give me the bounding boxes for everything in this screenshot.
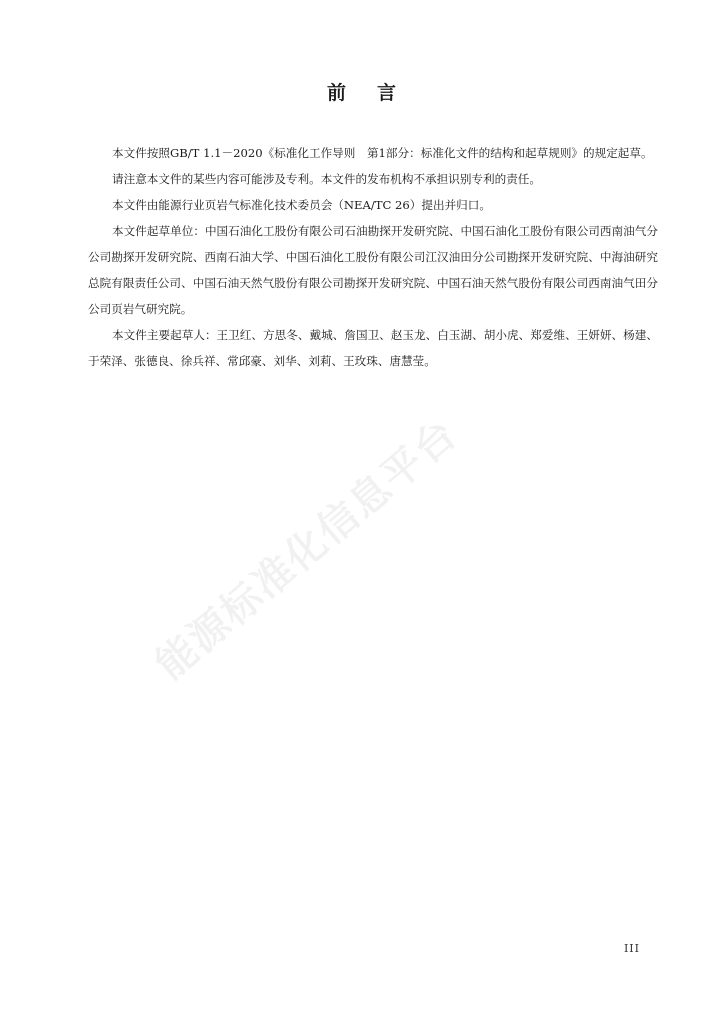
paragraph-drafters: 本文件主要起草人：王卫红、方思冬、戴城、詹国卫、赵玉龙、白玉湖、胡小虎、郑爱维、王妍妍、杨建、于荣泽、张德良、徐兵祥、常邱豪、刘华、刘莉、王玫珠、唐慧莹。 <box>88 328 658 368</box>
paragraph-patent-notice: 请注意本文件的某些内容可能涉及专利。本文件的发布机构不承担识别专利的责任。 <box>112 172 541 186</box>
title-char-2: 言 <box>377 82 398 104</box>
page-number: III <box>623 942 640 955</box>
paragraph-proposer: 本文件由能源行业页岩气标准化技术委员会（NEA/TC 26）提出并归口。 <box>112 198 491 212</box>
paragraph-drafting-rules: 本文件按照GB/T 1.1－2020《标准化工作导则 第1部分：标准化文件的结构和起草规则》的规定起草。 <box>112 146 653 160</box>
page-title <box>0 78 724 105</box>
foreword-body <box>88 140 658 374</box>
watermark: 能源标准化信息平台 <box>147 410 467 689</box>
title-char-1: 前 <box>326 82 347 104</box>
paragraph-drafting-units: 本文件起草单位：中国石油化工股份有限公司石油勘探开发研究院、中国石油化工股份有限公司西南油气分公司勘探开发研究院、西南石油大学、中国石油化工股份有限公司江汉油田分公司勘探开发研究院、中海油研究总院有限责任公司、中国石油天然气股份有限公司勘探开发研究院、中国石油天然气股份有限公司西南油气田分公司页岩气研究院。 <box>88 224 658 316</box>
